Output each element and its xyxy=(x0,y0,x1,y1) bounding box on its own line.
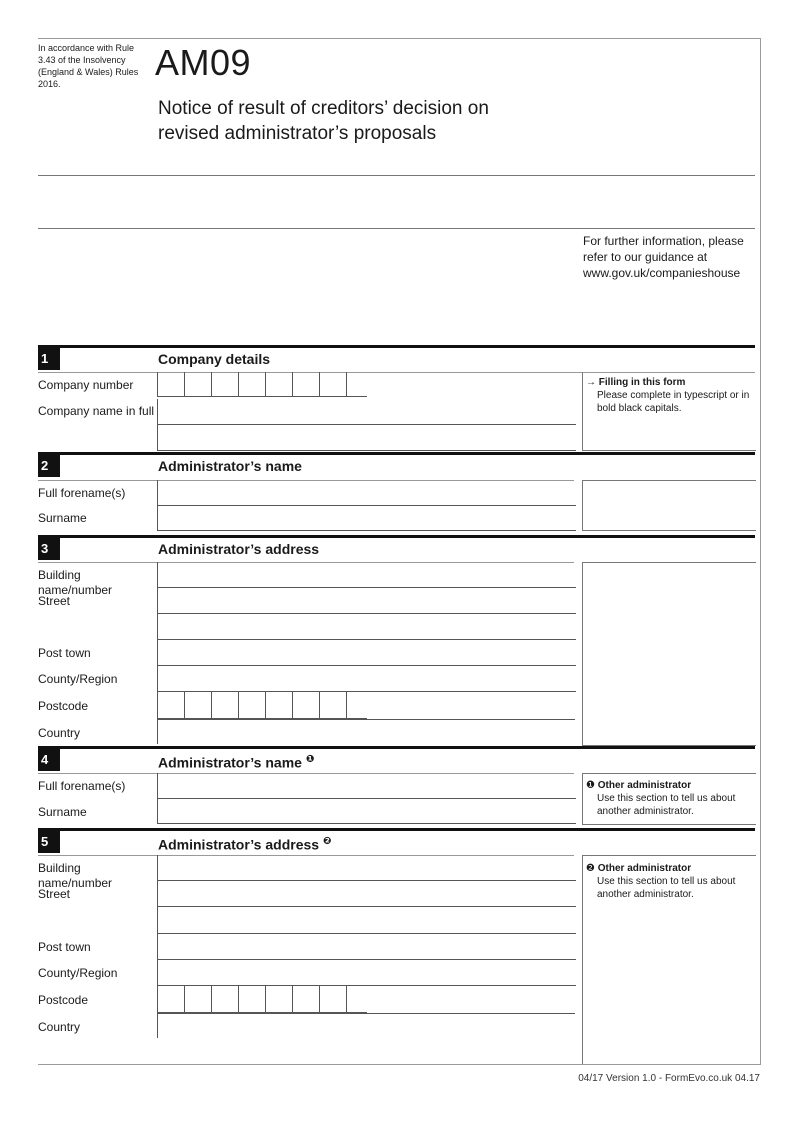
postcode-box[interactable] xyxy=(211,692,238,719)
digit-box[interactable] xyxy=(211,372,238,397)
s5-street-label: Street xyxy=(38,887,71,901)
postcode-box[interactable] xyxy=(319,986,346,1013)
digit-box[interactable] xyxy=(184,372,211,397)
s4-forename-input[interactable] xyxy=(157,773,576,799)
s3-building-label: Building name/number xyxy=(38,568,113,597)
section-2-bar xyxy=(38,452,755,455)
filling-line1: Please complete in typescript or in xyxy=(597,390,750,401)
s5-country-label: Country xyxy=(38,1020,81,1034)
header-divider-2 xyxy=(38,228,755,229)
filling-guidance xyxy=(583,372,756,415)
postcode-box[interactable] xyxy=(184,986,211,1013)
s4-surname-input[interactable] xyxy=(157,799,576,824)
filling-line2: bold black capitals. xyxy=(597,403,682,414)
postcode-box[interactable] xyxy=(211,986,238,1013)
section-1-number: 1 xyxy=(38,348,60,370)
s5-street-input-1[interactable] xyxy=(157,881,576,907)
filling-heading: Filling in this form xyxy=(598,377,686,388)
further-info-line2: refer to our guidance at xyxy=(583,250,708,264)
s5-postcode-label: Postcode xyxy=(38,993,89,1007)
other-admin-line1-1: Use this section to tell us about xyxy=(597,793,736,804)
s3-street-input-2[interactable] xyxy=(157,614,576,640)
company-number-input[interactable] xyxy=(157,372,367,397)
postcode-box[interactable] xyxy=(238,692,265,719)
section-5-number: 5 xyxy=(38,831,60,853)
form-title-line1: Notice of result of creditors’ decision on xyxy=(158,98,489,119)
section-5-bar xyxy=(38,828,755,831)
company-name-input-1[interactable] xyxy=(157,399,576,425)
s3-country-input[interactable] xyxy=(157,720,576,744)
postcode-box[interactable] xyxy=(292,986,319,1013)
section-3-bar xyxy=(38,535,755,538)
footnote-1-icon: ❶ xyxy=(305,754,315,765)
s2-surname-label: Surname xyxy=(38,511,87,525)
postcode-box[interactable] xyxy=(184,692,211,719)
further-info-link[interactable]: www.gov.uk/companieshouse xyxy=(583,266,741,280)
s5-building-input[interactable] xyxy=(157,855,576,881)
digit-box[interactable] xyxy=(319,372,346,397)
other-admin-heading-2: Other administrator xyxy=(597,863,692,874)
s3-building-input[interactable] xyxy=(157,562,576,588)
s3-postcode-input[interactable] xyxy=(157,692,367,719)
section-3-title: Administrator’s address xyxy=(158,541,320,557)
filling-guidance-box xyxy=(582,372,756,451)
s2-surname-input[interactable] xyxy=(157,506,576,531)
section-4-title xyxy=(158,751,314,772)
postcode-box[interactable] xyxy=(265,986,292,1013)
s2-forename-label: Full forename(s) xyxy=(38,486,126,500)
section-2-number: 2 xyxy=(38,455,60,477)
section-4-title-text: Administrator’s name xyxy=(158,754,302,771)
other-admin-guidance-1 xyxy=(583,774,756,818)
s3-street-label: Street xyxy=(38,594,71,608)
postcode-box[interactable] xyxy=(157,986,184,1013)
postcode-box[interactable] xyxy=(157,692,184,719)
section-2-title: Administrator’s name xyxy=(158,458,302,474)
s4-forename-label: Full forename(s) xyxy=(38,779,126,793)
s5-county-label: County/Region xyxy=(38,966,118,980)
s3-post-town-input[interactable] xyxy=(157,640,576,666)
s5-post-town-label: Post town xyxy=(38,940,91,954)
digit-box[interactable] xyxy=(265,372,292,397)
s2-forename-input[interactable] xyxy=(157,480,576,506)
form-code: AM09 xyxy=(155,42,252,83)
s3-country-label: Country xyxy=(38,726,81,740)
digit-box[interactable] xyxy=(238,372,265,397)
footnote-2-marker-icon: ❷ xyxy=(586,863,595,874)
postcode-box[interactable] xyxy=(265,692,292,719)
s5-county-input[interactable] xyxy=(157,960,576,986)
other-admin-line2-2: another administrator. xyxy=(597,889,694,900)
form-title-line2: revised administrator’s proposals xyxy=(158,123,437,144)
footer-version: 04/17 Version 1.0 - FormEvo.co.uk 04.17 xyxy=(578,1073,760,1084)
section-4-number: 4 xyxy=(38,749,60,771)
postcode-box[interactable] xyxy=(319,692,346,719)
other-admin-line1-2: Use this section to tell us about xyxy=(597,876,736,887)
section-5-title-text: Administrator’s address xyxy=(158,836,320,853)
s3-county-input[interactable] xyxy=(157,666,576,692)
section-1-bar xyxy=(38,345,755,348)
s5-postcode-input[interactable] xyxy=(157,986,367,1013)
digit-box[interactable] xyxy=(292,372,319,397)
frame-right-border xyxy=(760,38,761,1064)
postcode-box[interactable] xyxy=(346,692,367,719)
postcode-box[interactable] xyxy=(238,986,265,1013)
section-3-number: 3 xyxy=(38,538,60,560)
arrow-right-icon: → xyxy=(586,377,596,388)
frame-bottom-border xyxy=(38,1064,761,1065)
s3-post-town-label: Post town xyxy=(38,646,91,660)
s3-guidance-box xyxy=(582,562,756,746)
form-title xyxy=(158,96,578,146)
other-admin-line2-1: another administrator. xyxy=(597,806,694,817)
s5-guidance-box xyxy=(582,855,756,1064)
s3-street-input-1[interactable] xyxy=(157,588,576,614)
postcode-box[interactable] xyxy=(346,986,367,1013)
s3-postcode-label: Postcode xyxy=(38,699,89,713)
footnote-1-marker-icon: ❶ xyxy=(586,780,595,791)
company-name-label: Company name in full xyxy=(38,404,155,418)
footnote-2-icon: ❷ xyxy=(322,836,332,847)
company-number-label: Company number xyxy=(38,378,134,392)
digit-box[interactable] xyxy=(346,372,367,397)
section-5-title xyxy=(158,833,331,854)
s5-post-town-input[interactable] xyxy=(157,934,576,960)
company-name-input-2[interactable] xyxy=(157,425,576,451)
frame-top-border xyxy=(38,38,761,39)
s4-guidance-box xyxy=(582,773,756,825)
postcode-box[interactable] xyxy=(292,692,319,719)
rule-note: In accordance with Rule 3.43 of the Insolvency (England & Wales) Rules 2016. xyxy=(38,43,139,89)
header-divider-1 xyxy=(38,175,755,176)
further-info-line1: For further information, please xyxy=(583,234,744,248)
section-1-title: Company details xyxy=(158,351,271,367)
s5-building-label: Building name/number xyxy=(38,861,113,890)
s3-county-label: County/Region xyxy=(38,672,118,686)
s5-country-input[interactable] xyxy=(157,1014,576,1038)
s5-street-input-2[interactable] xyxy=(157,907,576,934)
s2-guidance-box xyxy=(582,480,756,531)
further-information xyxy=(583,233,753,281)
section-4-bar xyxy=(38,746,755,749)
digit-box[interactable] xyxy=(157,372,184,397)
s4-surname-label: Surname xyxy=(38,805,87,819)
other-admin-guidance-2 xyxy=(583,856,756,901)
other-admin-heading-1: Other administrator xyxy=(597,780,692,791)
